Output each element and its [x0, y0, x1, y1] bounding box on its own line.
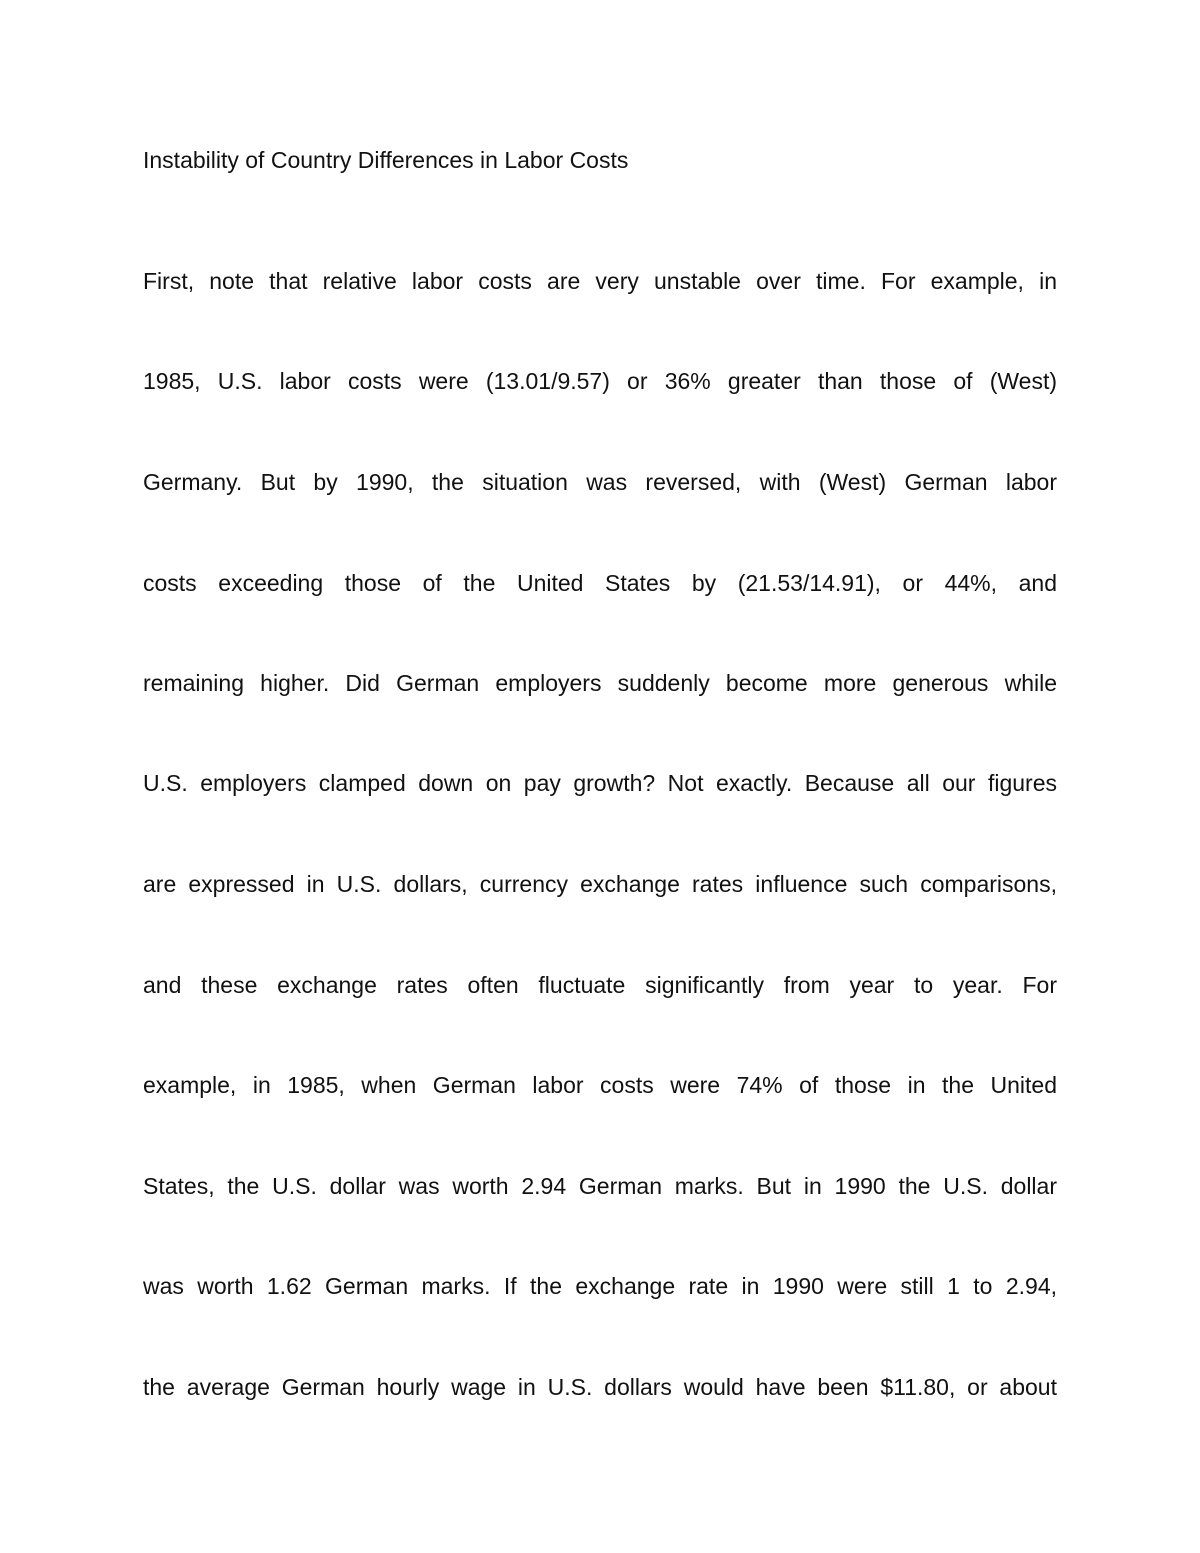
paragraph-line: Germany. But by 1990, the situation was reversed, with (West) German labor	[143, 469, 1057, 495]
paragraph-line: U.S. employers clamped down on pay growth? Not exactly. Because all our figures	[143, 770, 1057, 796]
paragraph-line: costs exceeding those of the United States by (21.53/14.91), or 44%, and	[143, 570, 1057, 596]
paragraph-line: and these exchange rates often fluctuate significantly from year to year. For	[143, 972, 1057, 998]
paragraph-line: 1985, U.S. labor costs were (13.01/9.57) or 36% greater than those of (West)	[143, 368, 1057, 394]
document-title: Instability of Country Differences in Labor Costs	[143, 147, 629, 173]
paragraph-line: States, the U.S. dollar was worth 2.94 German marks. But in 1990 the U.S. dollar	[143, 1173, 1057, 1199]
paragraph-line: First, note that relative labor costs are very unstable over time. For example, in	[143, 268, 1057, 294]
paragraph-line: was worth 1.62 German marks. If the exchange rate in 1990 were still 1 to 2.94,	[143, 1273, 1057, 1299]
paragraph-line: remaining higher. Did German employers suddenly become more generous while	[143, 670, 1057, 696]
paragraph-line: are expressed in U.S. dollars, currency exchange rates influence such comparisons,	[143, 871, 1057, 897]
paragraph-line: the average German hourly wage in U.S. dollars would have been $11.80, or about	[143, 1374, 1057, 1400]
paragraph-line: example, in 1985, when German labor costs were 74% of those in the United	[143, 1072, 1057, 1098]
